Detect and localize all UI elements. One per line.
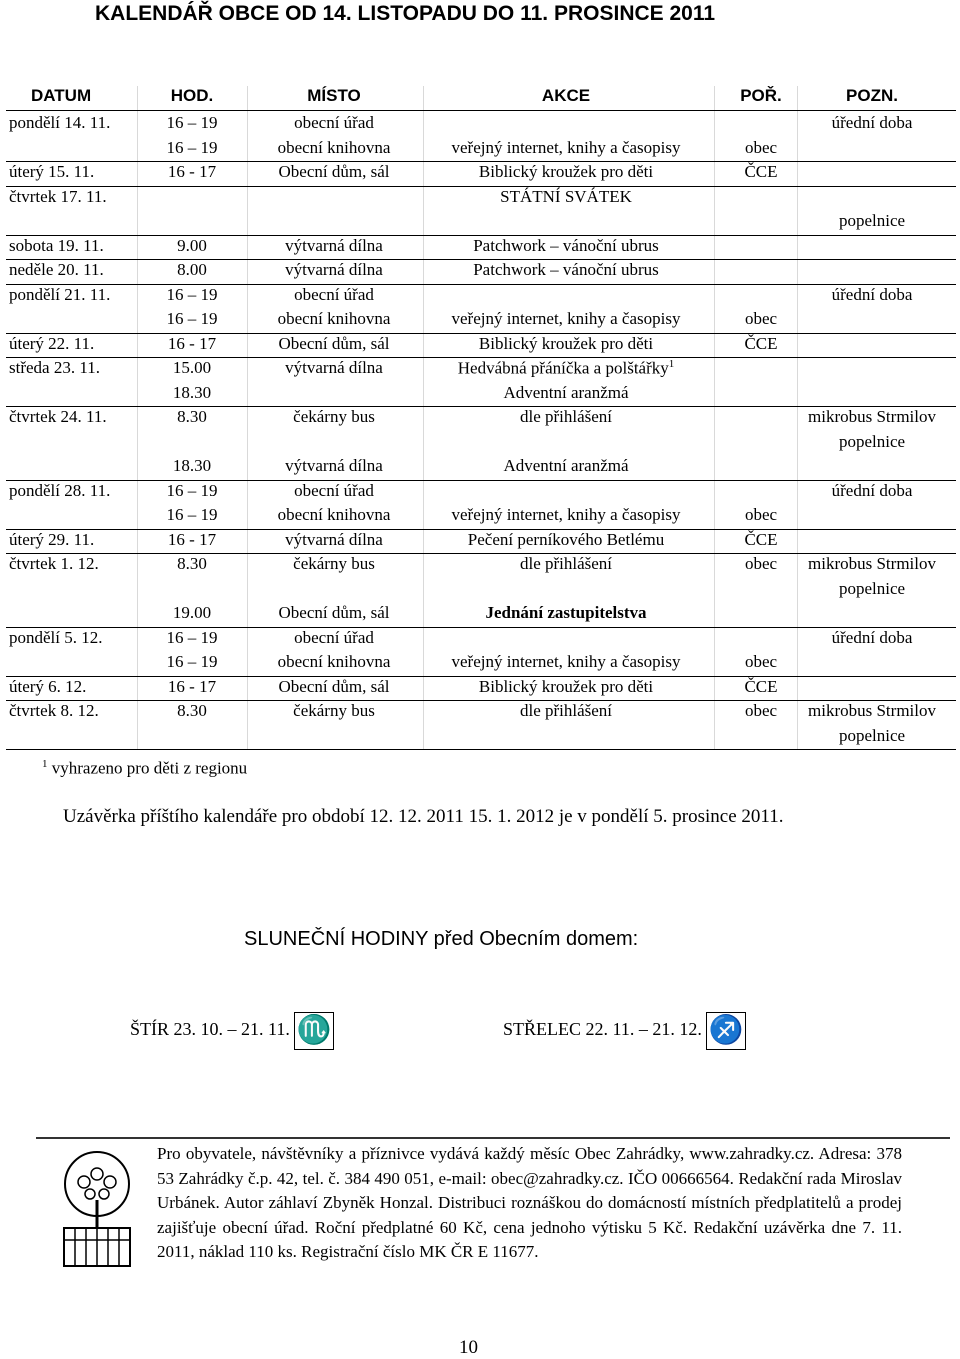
row-akce: Patchwork – vánoční ubrus bbox=[473, 235, 659, 255]
page-number: 10 bbox=[459, 1337, 478, 1358]
row-pozn: úřední doba bbox=[831, 627, 913, 647]
row-pozn: úřední doba bbox=[831, 113, 913, 132]
row-akce: dle přihlášení bbox=[519, 407, 613, 426]
header-por: POŘ. bbox=[740, 86, 782, 105]
row-misto: obecní knihovna bbox=[277, 309, 391, 328]
village-emblem-logo bbox=[52, 1148, 142, 1270]
row-akce: dle přihlášení bbox=[519, 701, 613, 720]
column-separator bbox=[714, 86, 715, 750]
row-akce: Adventní aranžmá bbox=[503, 456, 629, 475]
row-misto: čekárny bus bbox=[293, 407, 375, 426]
row-por: obec bbox=[744, 505, 778, 524]
row-pozn: popelnice bbox=[838, 578, 906, 598]
header-akce: AKCE bbox=[541, 86, 591, 105]
row-hod: 16 - 17 bbox=[167, 676, 217, 696]
row-akce: veřejný internet, knihy a časopisy bbox=[451, 652, 681, 671]
row-misto: Obecní dům, sál bbox=[278, 676, 390, 696]
row-akce: veřejný internet, knihy a časopisy bbox=[451, 505, 681, 524]
row-date: středa 23. 11. bbox=[9, 358, 100, 377]
row-pozn: úřední doba bbox=[831, 284, 913, 304]
row-hod: 18.30 bbox=[172, 456, 212, 475]
row-akce bbox=[458, 358, 675, 379]
zodiac-scorpio-label: ŠTÍR 23. 10. – 21. 11. bbox=[130, 1019, 290, 1040]
row-hod: 16 – 19 bbox=[166, 309, 218, 328]
row-pozn: popelnice bbox=[838, 725, 906, 745]
row-pozn: popelnice bbox=[838, 211, 906, 230]
zodiac-sagittarius-label: STŘELEC 22. 11. – 21. 12. bbox=[503, 1019, 702, 1040]
footnote-ref: 1 bbox=[668, 358, 675, 370]
row-hod: 16 – 19 bbox=[166, 284, 218, 304]
row-por: obec bbox=[744, 137, 778, 157]
row-date: neděle 20. 11. bbox=[9, 260, 104, 279]
row-rule bbox=[6, 627, 956, 628]
row-date: úterý 29. 11. bbox=[9, 529, 95, 549]
row-misto: výtvarná dílna bbox=[285, 358, 383, 377]
row-hod: 16 – 19 bbox=[166, 652, 218, 671]
row-hod: 18.30 bbox=[172, 382, 212, 402]
row-hod: 16 - 17 bbox=[167, 529, 217, 549]
row-akce: veřejný internet, knihy a časopisy bbox=[451, 137, 681, 157]
row-por: ČCE bbox=[744, 529, 778, 549]
row-por: ČCE bbox=[744, 162, 778, 181]
header-misto: MÍSTO bbox=[307, 86, 361, 105]
closing-note: Uzávěrka příštího kalendáře pro období 12. 12. 2011 15. 1. 2012 je v pondělí 5. prosince 2011. bbox=[63, 806, 784, 827]
row-por: obec bbox=[744, 554, 778, 573]
header-pozn: POZN. bbox=[846, 86, 898, 105]
row-misto: výtvarná dílna bbox=[285, 235, 383, 255]
row-misto: obecní úřad bbox=[294, 627, 374, 647]
row-akce: Patchwork – vánoční ubrus bbox=[473, 260, 659, 279]
row-misto: obecní úřad bbox=[294, 113, 374, 132]
row-rule bbox=[6, 749, 956, 750]
column-separator bbox=[137, 86, 138, 750]
row-date: čtvrtek 1. 12. bbox=[9, 554, 99, 573]
row-akce: Adventní aranžmá bbox=[503, 382, 629, 402]
row-misto: čekárny bus bbox=[293, 554, 375, 573]
header-datum: DATUM bbox=[31, 86, 92, 105]
column-separator bbox=[797, 86, 798, 750]
page-title: KALENDÁŘ OBCE OD 14. LISTOPADU DO 11. PROSINCE 2011 bbox=[95, 2, 716, 25]
row-akce: Jednání zastupitelstva bbox=[485, 603, 647, 622]
row-misto: obecní úřad bbox=[294, 480, 374, 500]
footnote-mark: 1 bbox=[42, 758, 48, 770]
row-hod: 16 – 19 bbox=[166, 113, 218, 132]
row-misto: čekárny bus bbox=[293, 701, 375, 720]
column-separator bbox=[423, 86, 424, 750]
row-pozn: mikrobus Strmilov bbox=[808, 407, 936, 426]
column-separator bbox=[247, 86, 248, 750]
footer-divider bbox=[36, 1137, 950, 1139]
header-rule bbox=[6, 110, 956, 111]
header-hod: HOD. bbox=[170, 86, 214, 105]
row-akce: Biblický kroužek pro děti bbox=[478, 333, 654, 353]
row-date: úterý 15. 11. bbox=[9, 162, 95, 181]
row-hod: 8.30 bbox=[177, 554, 207, 573]
row-akce: dle přihlášení bbox=[519, 554, 613, 573]
row-por: obec bbox=[744, 701, 778, 720]
row-akce-text: Hedvábná přáníčka a polštářky bbox=[457, 358, 669, 378]
row-misto: obecní knihovna bbox=[277, 137, 391, 157]
row-por: ČCE bbox=[744, 333, 778, 353]
row-date: čtvrtek 8. 12. bbox=[9, 701, 99, 720]
row-date: pondělí 28. 11. bbox=[9, 480, 111, 500]
row-date: úterý 22. 11. bbox=[9, 333, 95, 353]
row-misto: obecní úřad bbox=[294, 284, 374, 304]
sagittarius-icon: ♐ bbox=[706, 1012, 746, 1050]
footnote bbox=[42, 758, 247, 779]
row-date: sobota 19. 11. bbox=[9, 235, 104, 255]
row-misto: obecní knihovna bbox=[277, 652, 391, 671]
row-pozn: popelnice bbox=[838, 431, 906, 451]
row-hod: 9.00 bbox=[177, 235, 207, 255]
row-akce: Biblický kroužek pro děti bbox=[478, 162, 654, 181]
row-hod: 8.30 bbox=[177, 701, 207, 720]
row-akce: Biblický kroužek pro děti bbox=[478, 676, 654, 696]
row-akce: STÁTNÍ SVÁTEK bbox=[500, 186, 632, 206]
sundial-title: SLUNEČNÍ HODINY před Obecním domem: bbox=[244, 928, 639, 950]
row-hod: 16 – 19 bbox=[166, 627, 218, 647]
row-hod: 19.00 bbox=[172, 603, 212, 622]
row-misto: Obecní dům, sál bbox=[278, 333, 390, 353]
row-misto: výtvarná dílna bbox=[285, 456, 383, 475]
row-rule bbox=[6, 480, 956, 481]
footnote-text: vyhrazeno pro děti z regionu bbox=[51, 758, 248, 778]
row-date: pondělí 5. 12. bbox=[9, 627, 103, 647]
zodiac-scorpio bbox=[130, 1012, 334, 1050]
row-hod: 8.00 bbox=[177, 260, 207, 279]
row-akce: veřejný internet, knihy a časopisy bbox=[451, 309, 681, 328]
row-hod: 16 - 17 bbox=[167, 162, 217, 181]
zodiac-sagittarius bbox=[503, 1012, 746, 1050]
row-hod: 16 - 17 bbox=[167, 333, 217, 353]
row-pozn: úřední doba bbox=[831, 480, 913, 500]
row-date: čtvrtek 17. 11. bbox=[9, 186, 107, 206]
row-hod: 16 – 19 bbox=[166, 505, 218, 524]
row-hod: 16 – 19 bbox=[166, 137, 218, 157]
row-por: obec bbox=[744, 309, 778, 328]
row-hod: 8.30 bbox=[177, 407, 207, 426]
row-misto: Obecní dům, sál bbox=[278, 162, 390, 181]
row-date: pondělí 21. 11. bbox=[9, 284, 111, 304]
row-hod: 16 – 19 bbox=[166, 480, 218, 500]
row-pozn: mikrobus Strmilov bbox=[808, 554, 936, 573]
footer-imprint: Pro obyvatele, návštěvníky a příznivce vydává každý měsíc Obec Zahrádky, www.zahradky.cz. Adresa: 378 53 Zahrádky č.p. 42, tel. č. 384 490 051, e-mail: obec@zahradky.cz. IČO 00666564. Redakční rada Miroslav Urbánek. Autor záhlaví Zbyněk Honzal. Distribuci roznáškou do domácností místních předplatitelů a prodej zajišťuje obecní úřad. Roční předplatné 60 Kč, cena jednoho výtisku 5 Kč. Redakční uzávěrka dne 7. 11. 2011, náklad 110 ks. Registrační číslo MK ČR E 11677. bbox=[157, 1144, 902, 1261]
row-pozn: mikrobus Strmilov bbox=[808, 701, 936, 720]
row-misto: obecní knihovna bbox=[277, 505, 391, 524]
row-por: ČCE bbox=[744, 676, 778, 696]
row-misto: výtvarná dílna bbox=[285, 260, 383, 279]
row-akce: Pečení perníkového Betlému bbox=[467, 529, 665, 549]
row-date: pondělí 14. 11. bbox=[9, 113, 111, 132]
row-hod: 15.00 bbox=[172, 358, 212, 377]
row-misto: výtvarná dílna bbox=[285, 529, 383, 549]
scorpio-icon: ♏ bbox=[294, 1012, 334, 1050]
row-date: úterý 6. 12. bbox=[9, 676, 87, 696]
row-por: obec bbox=[744, 652, 778, 671]
row-date: čtvrtek 24. 11. bbox=[9, 407, 107, 426]
row-rule bbox=[6, 186, 956, 187]
row-misto: Obecní dům, sál bbox=[278, 603, 390, 622]
row-rule bbox=[6, 284, 956, 285]
